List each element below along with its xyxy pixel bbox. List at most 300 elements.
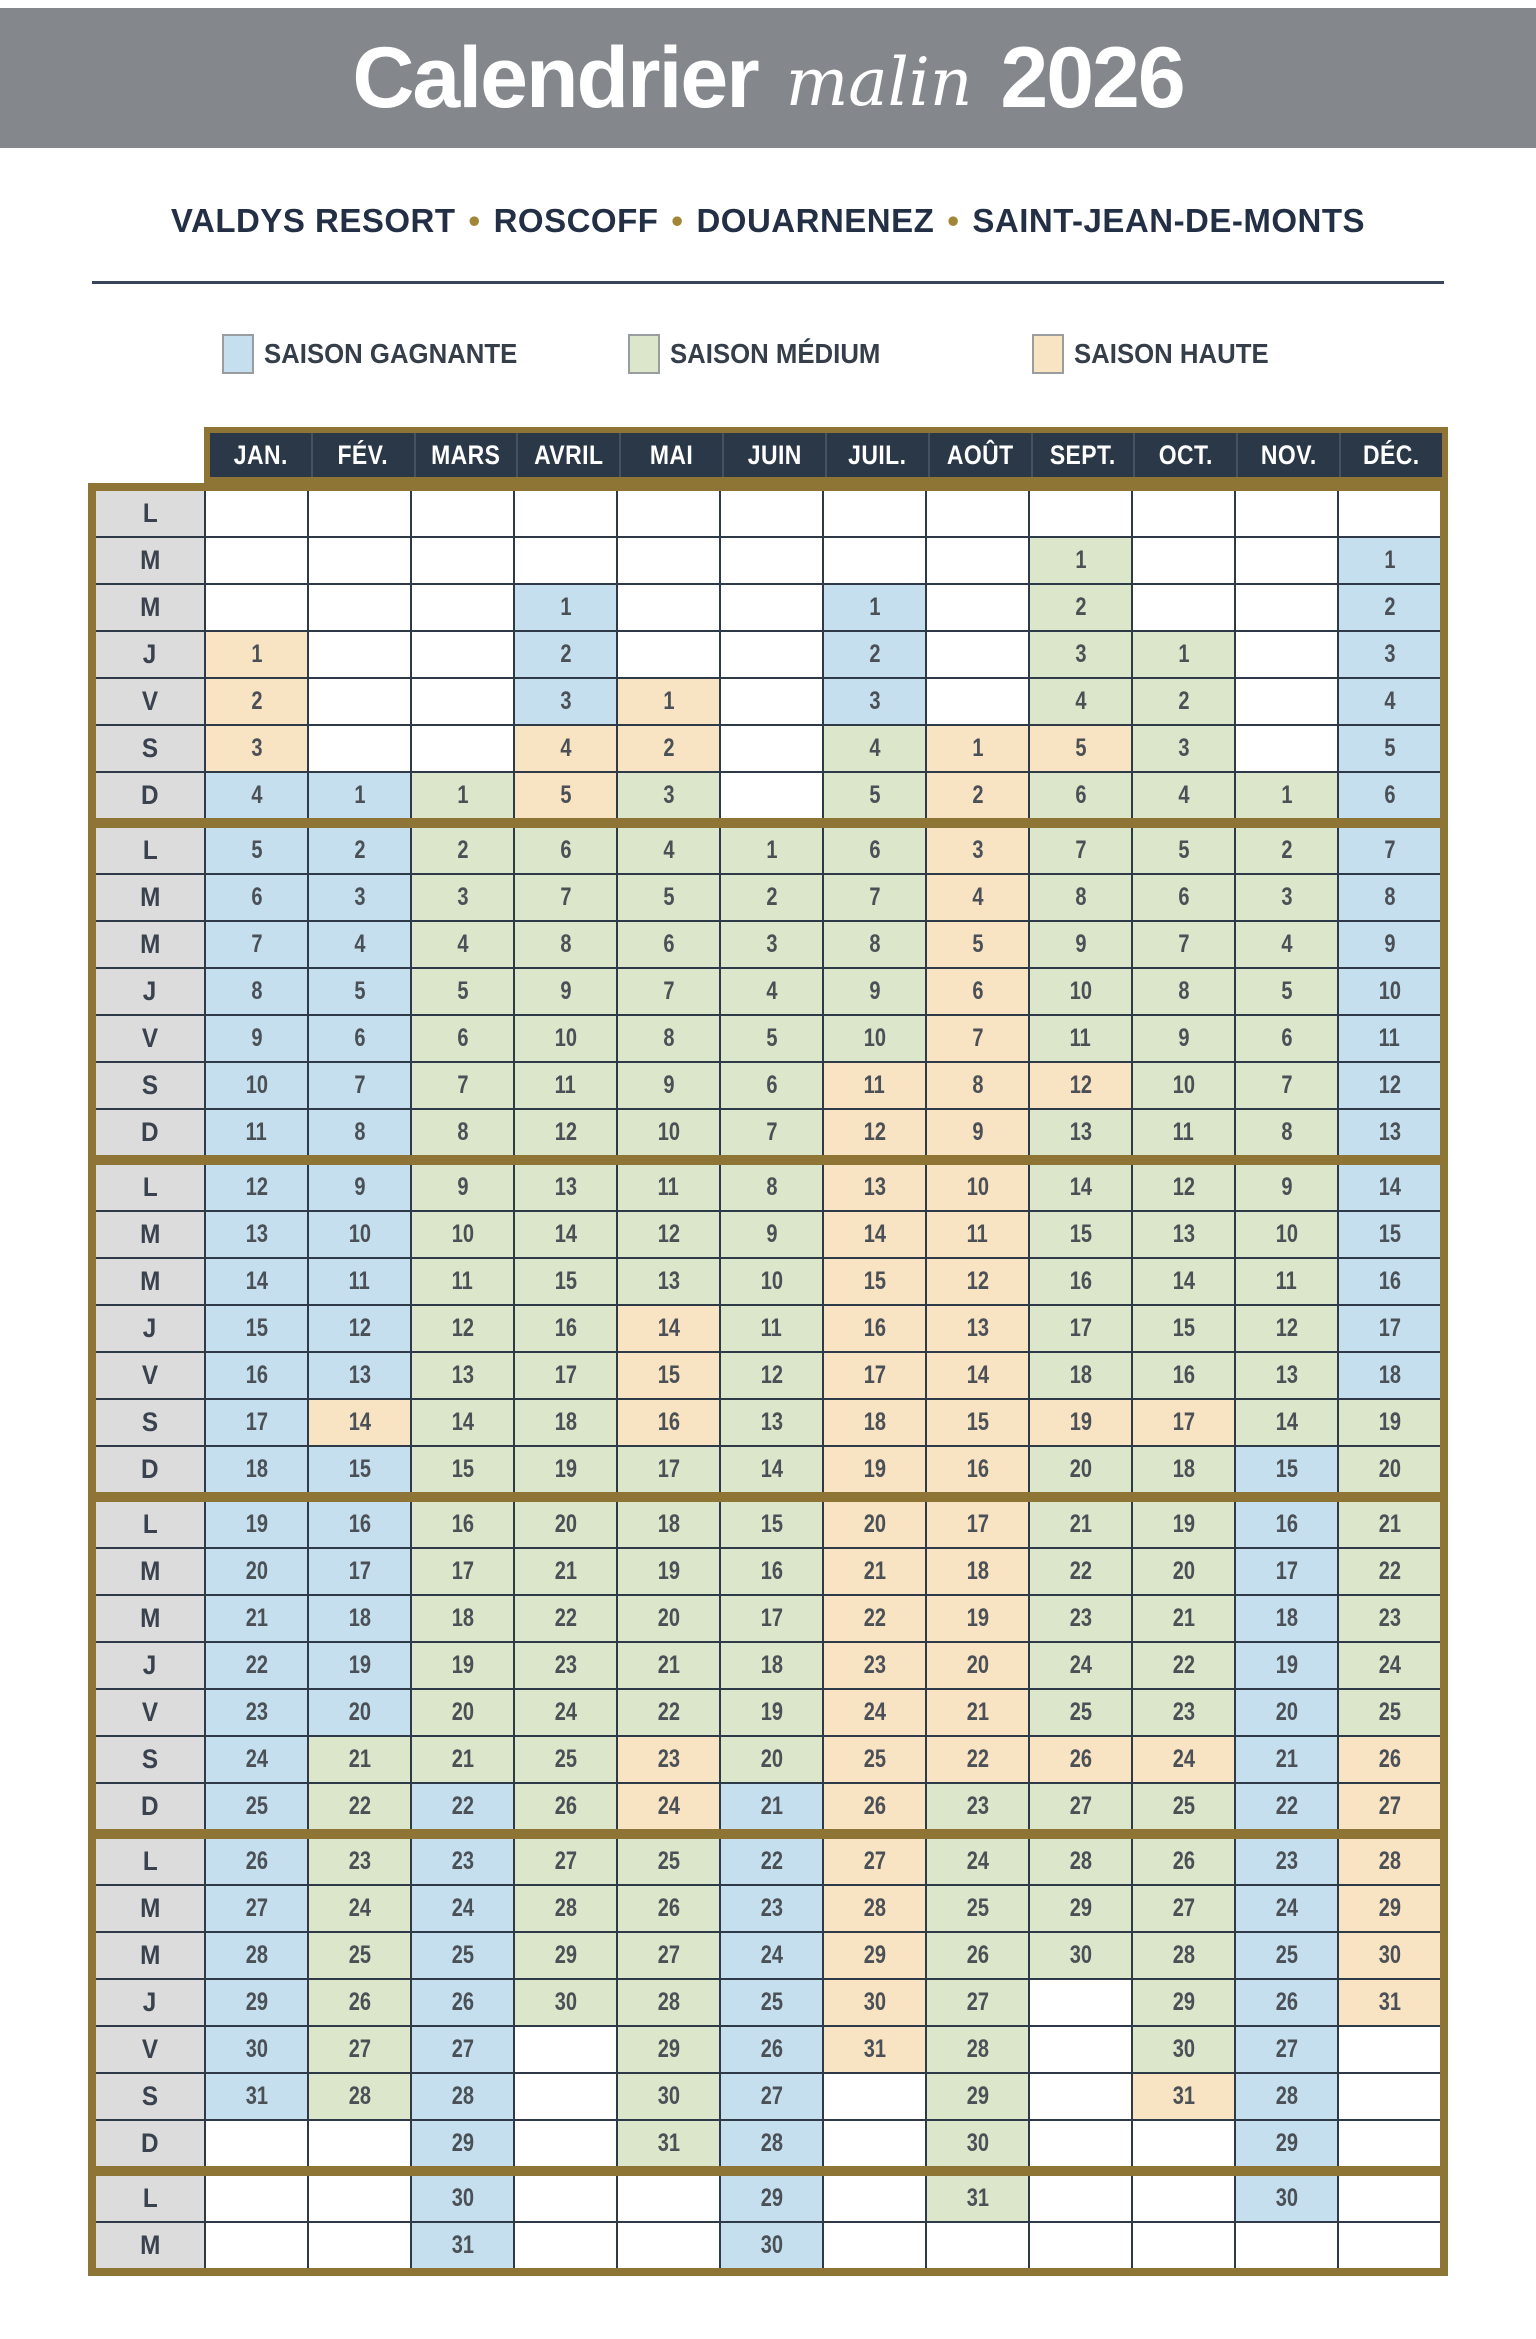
- title-accent-script: malin: [785, 44, 973, 121]
- day-number: 27: [657, 1941, 680, 1969]
- day-cell-empty: [513, 538, 616, 583]
- legend-label: SAISON GAGNANTE: [264, 338, 518, 369]
- weekday-label: S: [141, 2081, 159, 2111]
- day-cell-saison-haute: [925, 1549, 1028, 1594]
- weekday-label: S: [141, 1744, 159, 1774]
- day-number: 25: [1378, 1698, 1401, 1726]
- day-cell-saison-medium: [616, 1212, 719, 1257]
- legend-item-saison-haute: [1032, 334, 1286, 374]
- day-number: 4: [1280, 930, 1293, 958]
- day-number: 13: [554, 1173, 577, 1201]
- day-cell-saison-haute: [204, 726, 307, 771]
- day-cell-empty: [1028, 2027, 1131, 2072]
- day-cell-saison-medium: [307, 1784, 410, 1829]
- day-number: 28: [966, 2035, 989, 2063]
- day-number: 21: [863, 1557, 886, 1585]
- day-cell-saison-gagnante: [719, 1980, 822, 2025]
- day-number: 13: [1275, 1361, 1298, 1389]
- day-number: 15: [245, 1314, 268, 1342]
- calendar-week-row: [96, 1445, 1440, 1492]
- day-number: 28: [451, 2082, 474, 2110]
- day-cell-saison-gagnante: [1234, 1549, 1337, 1594]
- day-cell-saison-medium: [1028, 1016, 1131, 1061]
- day-number: 25: [657, 1847, 680, 1875]
- day-cell-saison-gagnante: [204, 1306, 307, 1351]
- day-cell-saison-medium: [410, 1400, 513, 1445]
- day-cell-saison-haute: [925, 726, 1028, 771]
- day-cell-empty: [1028, 1980, 1131, 2025]
- day-number: 3: [353, 883, 366, 911]
- day-cell-saison-haute: [1337, 1839, 1440, 1884]
- day-cell-saison-gagnante: [1234, 1980, 1337, 2025]
- day-cell-saison-medium: [1028, 773, 1131, 818]
- day-cell-saison-medium: [1131, 773, 1234, 818]
- month-label: MAI: [650, 439, 694, 470]
- day-cell-empty: [822, 2176, 925, 2221]
- day-cell-empty: [513, 2223, 616, 2268]
- day-cell-saison-gagnante: [204, 1447, 307, 1492]
- day-number: 22: [554, 1604, 577, 1632]
- day-number: 24: [348, 1894, 371, 1922]
- day-cell-saison-medium: [1028, 828, 1131, 873]
- day-cell-saison-medium: [410, 922, 513, 967]
- day-number: 5: [456, 977, 469, 1005]
- day-cell-saison-gagnante: [204, 828, 307, 873]
- day-number: 19: [554, 1455, 577, 1483]
- day-number: 27: [1275, 2035, 1298, 2063]
- day-number: 8: [1280, 1118, 1293, 1146]
- calendar-week-row: [96, 1594, 1440, 1641]
- day-cell-empty: [616, 2223, 719, 2268]
- day-number: 26: [863, 1792, 886, 1820]
- day-cell-empty: [925, 491, 1028, 536]
- day-cell-saison-gagnante: [1234, 1447, 1337, 1492]
- day-cell-saison-gagnante: [1337, 1110, 1440, 1155]
- day-number: 17: [966, 1510, 989, 1538]
- day-number: 15: [863, 1267, 886, 1295]
- day-cell-empty: [410, 679, 513, 724]
- day-number: 12: [657, 1220, 680, 1248]
- day-cell-empty: [307, 2176, 410, 2221]
- day-cell-saison-gagnante: [1337, 922, 1440, 967]
- day-cell-saison-medium: [822, 726, 925, 771]
- day-number: 19: [245, 1510, 268, 1538]
- day-cell-saison-medium: [1131, 922, 1234, 967]
- day-number: 29: [451, 2129, 474, 2157]
- calendar-week-row: [96, 920, 1440, 967]
- day-cell-saison-medium: [925, 1933, 1028, 1978]
- resorts-line: [0, 202, 1536, 240]
- day-cell-saison-medium: [822, 875, 925, 920]
- day-number: 29: [966, 2082, 989, 2110]
- weekday-label: M: [139, 929, 161, 959]
- day-cell-saison-haute: [925, 1643, 1028, 1688]
- month-label: AVRIL: [534, 439, 604, 470]
- day-cell-saison-haute: [822, 1063, 925, 1108]
- day-cell-saison-gagnante: [410, 2074, 513, 2119]
- day-cell-empty: [513, 2121, 616, 2166]
- weekday-label-cell: [96, 1259, 204, 1304]
- day-cell-saison-gagnante: [1234, 1886, 1337, 1931]
- month-header-cell: [1031, 433, 1134, 477]
- day-cell-saison-medium: [616, 969, 719, 1014]
- day-cell-saison-medium: [513, 1400, 616, 1445]
- day-cell-saison-medium: [719, 922, 822, 967]
- day-cell-saison-haute: [822, 1596, 925, 1641]
- day-number: 9: [765, 1220, 778, 1248]
- day-number: 28: [863, 1894, 886, 1922]
- day-number: 30: [554, 1988, 577, 2016]
- resort-name: SAINT-JEAN-DE-MONTS: [972, 202, 1366, 239]
- day-cell-saison-gagnante: [307, 969, 410, 1014]
- day-cell-saison-medium: [616, 1839, 719, 1884]
- day-number: 2: [765, 883, 778, 911]
- day-number: 31: [863, 2035, 886, 2063]
- day-number: 3: [1383, 640, 1396, 668]
- day-cell-saison-medium: [1028, 875, 1131, 920]
- day-cell-saison-gagnante: [204, 1502, 307, 1547]
- day-number: 3: [971, 836, 984, 864]
- day-cell-saison-gagnante: [307, 1110, 410, 1155]
- day-number: 16: [245, 1361, 268, 1389]
- day-number: 23: [554, 1651, 577, 1679]
- calendar-week-row: [96, 2119, 1440, 2166]
- day-number: 23: [245, 1698, 268, 1726]
- day-cell-empty: [1028, 2223, 1131, 2268]
- day-number: 12: [1275, 1314, 1298, 1342]
- legend-label: SAISON MÉDIUM: [670, 338, 881, 369]
- day-number: 23: [966, 1792, 989, 1820]
- day-cell-saison-medium: [1234, 922, 1337, 967]
- day-cell-saison-medium: [513, 1933, 616, 1978]
- day-cell-saison-medium: [1234, 1259, 1337, 1304]
- day-cell-empty: [513, 2027, 616, 2072]
- weekday-label: M: [139, 1556, 161, 1586]
- day-number: 29: [1378, 1894, 1401, 1922]
- day-cell-saison-haute: [616, 726, 719, 771]
- day-cell-saison-medium: [1131, 1690, 1234, 1735]
- day-number: 15: [1275, 1455, 1298, 1483]
- day-cell-saison-gagnante: [204, 1839, 307, 1884]
- day-number: 4: [559, 734, 572, 762]
- day-number: 9: [1177, 1024, 1190, 1052]
- day-number: 17: [760, 1604, 783, 1632]
- day-cell-empty: [1131, 585, 1234, 630]
- day-cell-saison-medium: [616, 1549, 719, 1594]
- day-cell-saison-medium: [410, 1549, 513, 1594]
- day-number: 28: [1378, 1847, 1401, 1875]
- day-cell-saison-gagnante: [1234, 1933, 1337, 1978]
- day-number: 6: [1383, 781, 1396, 809]
- day-number: 18: [245, 1455, 268, 1483]
- calendar-week-row: [96, 724, 1440, 771]
- day-cell-empty: [616, 632, 719, 677]
- day-cell-empty: [822, 538, 925, 583]
- month-header-cell: [722, 433, 825, 477]
- day-cell-saison-medium: [307, 1886, 410, 1931]
- day-cell-saison-medium: [925, 2176, 1028, 2221]
- day-number: 10: [1069, 977, 1092, 1005]
- day-cell-saison-haute: [822, 2027, 925, 2072]
- day-number: 3: [456, 883, 469, 911]
- day-cell-saison-medium: [1131, 969, 1234, 1014]
- day-cell-saison-medium: [719, 1063, 822, 1108]
- day-number: 19: [760, 1698, 783, 1726]
- legend-item-saison-gagnante: [222, 334, 539, 374]
- day-number: 8: [868, 930, 881, 958]
- bullet-separator: •: [671, 202, 684, 239]
- day-number: 14: [348, 1408, 371, 1436]
- day-cell-empty: [1337, 2074, 1440, 2119]
- day-number: 6: [1074, 781, 1087, 809]
- day-number: 24: [1378, 1651, 1401, 1679]
- day-cell-saison-medium: [410, 828, 513, 873]
- day-cell-saison-medium: [1028, 1306, 1131, 1351]
- day-cell-saison-medium: [616, 1980, 719, 2025]
- weekday-label-cell: [96, 1980, 204, 2025]
- day-cell-saison-medium: [1028, 922, 1131, 967]
- day-number: 16: [1069, 1267, 1092, 1295]
- day-number: 8: [1074, 883, 1087, 911]
- day-cell-empty: [822, 2074, 925, 2119]
- day-cell-saison-gagnante: [1234, 2027, 1337, 2072]
- weekday-label: V: [141, 686, 159, 716]
- day-cell-saison-gagnante: [1234, 1839, 1337, 1884]
- day-cell-empty: [616, 2176, 719, 2221]
- day-cell-saison-gagnante: [410, 1839, 513, 1884]
- day-cell-saison-gagnante: [1337, 632, 1440, 677]
- day-number: 12: [760, 1361, 783, 1389]
- weekday-label-cell: [96, 1016, 204, 1061]
- week-block-separator: [96, 818, 1440, 828]
- day-cell-saison-medium: [1131, 1502, 1234, 1547]
- day-number: 4: [250, 781, 263, 809]
- day-cell-saison-medium: [513, 828, 616, 873]
- day-cell-saison-haute: [822, 1886, 925, 1931]
- day-number: 7: [1177, 930, 1190, 958]
- day-cell-saison-haute: [616, 1353, 719, 1398]
- day-cell-saison-medium: [616, 1933, 719, 1978]
- day-cell-saison-medium: [719, 1596, 822, 1641]
- day-cell-saison-medium: [513, 1737, 616, 1782]
- day-cell-saison-gagnante: [1234, 1690, 1337, 1735]
- day-number: 20: [1069, 1455, 1092, 1483]
- calendar-week-row: [96, 771, 1440, 818]
- day-cell-empty: [1028, 2176, 1131, 2221]
- day-number: 11: [1069, 1024, 1092, 1052]
- day-number: 12: [451, 1314, 474, 1342]
- day-number: 25: [245, 1792, 268, 1820]
- day-number: 11: [966, 1220, 989, 1248]
- day-cell-saison-gagnante: [513, 679, 616, 724]
- day-cell-saison-medium: [1131, 1839, 1234, 1884]
- day-cell-saison-haute: [822, 1165, 925, 1210]
- day-number: 21: [1172, 1604, 1195, 1632]
- day-number: 16: [1172, 1361, 1195, 1389]
- day-cell-saison-medium: [1337, 1447, 1440, 1492]
- day-cell-saison-gagnante: [1337, 1016, 1440, 1061]
- day-number: 9: [1280, 1173, 1293, 1201]
- title-word: Calendrier: [352, 30, 758, 126]
- day-cell-saison-haute: [822, 1933, 925, 1978]
- day-cell-saison-medium: [307, 1933, 410, 1978]
- day-cell-saison-medium: [1234, 828, 1337, 873]
- day-cell-empty: [204, 491, 307, 536]
- day-number: 5: [971, 930, 984, 958]
- day-number: 6: [1280, 1024, 1293, 1052]
- day-number: 29: [863, 1941, 886, 1969]
- day-cell-saison-medium: [410, 1165, 513, 1210]
- weekday-label: M: [139, 1893, 161, 1923]
- day-number: 7: [353, 1071, 366, 1099]
- weekday-label-cell: [96, 585, 204, 630]
- day-cell-saison-haute: [822, 1737, 925, 1782]
- day-cell-saison-gagnante: [719, 2027, 822, 2072]
- day-number: 20: [451, 1698, 474, 1726]
- day-cell-saison-gagnante: [204, 1643, 307, 1688]
- day-cell-empty: [925, 679, 1028, 724]
- weekday-label: M: [139, 1603, 161, 1633]
- day-number: 22: [245, 1651, 268, 1679]
- day-number: 16: [657, 1408, 680, 1436]
- day-number: 21: [1069, 1510, 1092, 1538]
- weekday-label-cell: [96, 1400, 204, 1445]
- calendar-week-row: [96, 1641, 1440, 1688]
- day-cell-saison-medium: [1131, 1259, 1234, 1304]
- day-cell-saison-medium: [1131, 1643, 1234, 1688]
- day-cell-empty: [204, 2223, 307, 2268]
- month-header-cell: [1236, 433, 1339, 477]
- weekday-label: D: [141, 1454, 159, 1484]
- day-cell-saison-medium: [513, 1839, 616, 1884]
- day-number: 17: [245, 1408, 268, 1436]
- day-cell-saison-medium: [822, 773, 925, 818]
- day-cell-saison-medium: [410, 1596, 513, 1641]
- day-cell-saison-medium: [719, 875, 822, 920]
- day-cell-saison-medium: [616, 828, 719, 873]
- title-bar: [0, 8, 1536, 148]
- day-cell-saison-gagnante: [719, 1839, 822, 1884]
- day-number: 21: [657, 1651, 680, 1679]
- day-cell-saison-haute: [925, 922, 1028, 967]
- bullet-separator: •: [468, 202, 481, 239]
- day-cell-empty: [925, 2223, 1028, 2268]
- day-number: 17: [1069, 1314, 1092, 1342]
- day-cell-empty: [204, 2176, 307, 2221]
- day-number: 15: [554, 1267, 577, 1295]
- month-label: OCT.: [1158, 439, 1213, 470]
- day-number: 18: [1378, 1361, 1401, 1389]
- day-cell-saison-medium: [1028, 1447, 1131, 1492]
- day-cell-saison-medium: [513, 1259, 616, 1304]
- day-cell-empty: [1131, 538, 1234, 583]
- day-cell-empty: [719, 632, 822, 677]
- day-number: 7: [250, 930, 263, 958]
- day-number: 20: [760, 1745, 783, 1773]
- day-cell-saison-medium: [513, 922, 616, 967]
- day-number: 10: [863, 1024, 886, 1052]
- day-number: 2: [1383, 593, 1396, 621]
- day-cell-saison-medium: [513, 969, 616, 1014]
- day-number: 30: [966, 2129, 989, 2157]
- day-cell-saison-haute: [1337, 1886, 1440, 1931]
- day-number: 21: [554, 1557, 577, 1585]
- day-cell-saison-haute: [925, 1212, 1028, 1257]
- day-number: 12: [966, 1267, 989, 1295]
- day-number: 3: [868, 687, 881, 715]
- day-cell-saison-gagnante: [204, 1110, 307, 1155]
- day-cell-saison-medium: [1337, 1643, 1440, 1688]
- calendar-week-row: [96, 1688, 1440, 1735]
- legend-swatch-saison-gagnante: [222, 334, 254, 374]
- day-number: 23: [1378, 1604, 1401, 1632]
- day-cell-saison-medium: [822, 1016, 925, 1061]
- month-header-cell: [210, 433, 311, 477]
- day-number: 1: [456, 781, 469, 809]
- day-cell-saison-medium: [513, 1596, 616, 1641]
- day-cell-saison-medium: [513, 1016, 616, 1061]
- day-cell-saison-medium: [719, 1306, 822, 1351]
- day-cell-empty: [616, 585, 719, 630]
- day-number: 8: [971, 1071, 984, 1099]
- day-number: 2: [662, 734, 675, 762]
- horizontal-rule: [92, 281, 1444, 284]
- day-cell-saison-gagnante: [719, 1933, 822, 1978]
- day-cell-empty: [513, 2074, 616, 2119]
- weekday-label-cell: [96, 538, 204, 583]
- calendar-week-row: [96, 1978, 1440, 2025]
- day-cell-saison-medium: [1234, 1353, 1337, 1398]
- day-cell-empty: [204, 585, 307, 630]
- day-cell-saison-gagnante: [204, 1212, 307, 1257]
- day-number: 27: [760, 2082, 783, 2110]
- day-cell-saison-gagnante: [204, 1016, 307, 1061]
- day-cell-saison-gagnante: [410, 2223, 513, 2268]
- day-number: 22: [1275, 1792, 1298, 1820]
- day-cell-empty: [1234, 726, 1337, 771]
- weekday-label: S: [141, 1070, 159, 1100]
- day-cell-saison-medium: [1131, 2027, 1234, 2072]
- calendar-week-row: [96, 1257, 1440, 1304]
- day-number: 8: [1383, 883, 1396, 911]
- day-cell-empty: [1337, 2027, 1440, 2072]
- day-number: 6: [868, 836, 881, 864]
- day-cell-saison-medium: [1131, 1784, 1234, 1829]
- calendar-week-row: [96, 491, 1440, 536]
- day-cell-empty: [410, 726, 513, 771]
- day-number: 11: [1378, 1024, 1401, 1052]
- calendar-week-row: [96, 1304, 1440, 1351]
- day-cell-saison-medium: [1234, 1165, 1337, 1210]
- weekday-label: D: [141, 780, 159, 810]
- day-cell-saison-medium: [1028, 1110, 1131, 1155]
- day-cell-saison-haute: [1337, 1933, 1440, 1978]
- day-number: 9: [353, 1173, 366, 1201]
- day-cell-saison-medium: [719, 1165, 822, 1210]
- day-cell-saison-medium: [410, 1690, 513, 1735]
- day-cell-saison-haute: [204, 679, 307, 724]
- day-number: 20: [245, 1557, 268, 1585]
- day-number: 20: [1172, 1557, 1195, 1585]
- day-number: 3: [250, 734, 263, 762]
- day-cell-saison-haute: [822, 1259, 925, 1304]
- month-label: AOÛT: [946, 439, 1014, 470]
- day-cell-saison-medium: [822, 922, 925, 967]
- day-number: 21: [348, 1745, 371, 1773]
- day-cell-saison-medium: [616, 1596, 719, 1641]
- day-cell-saison-medium: [513, 1784, 616, 1829]
- day-number: 24: [451, 1894, 474, 1922]
